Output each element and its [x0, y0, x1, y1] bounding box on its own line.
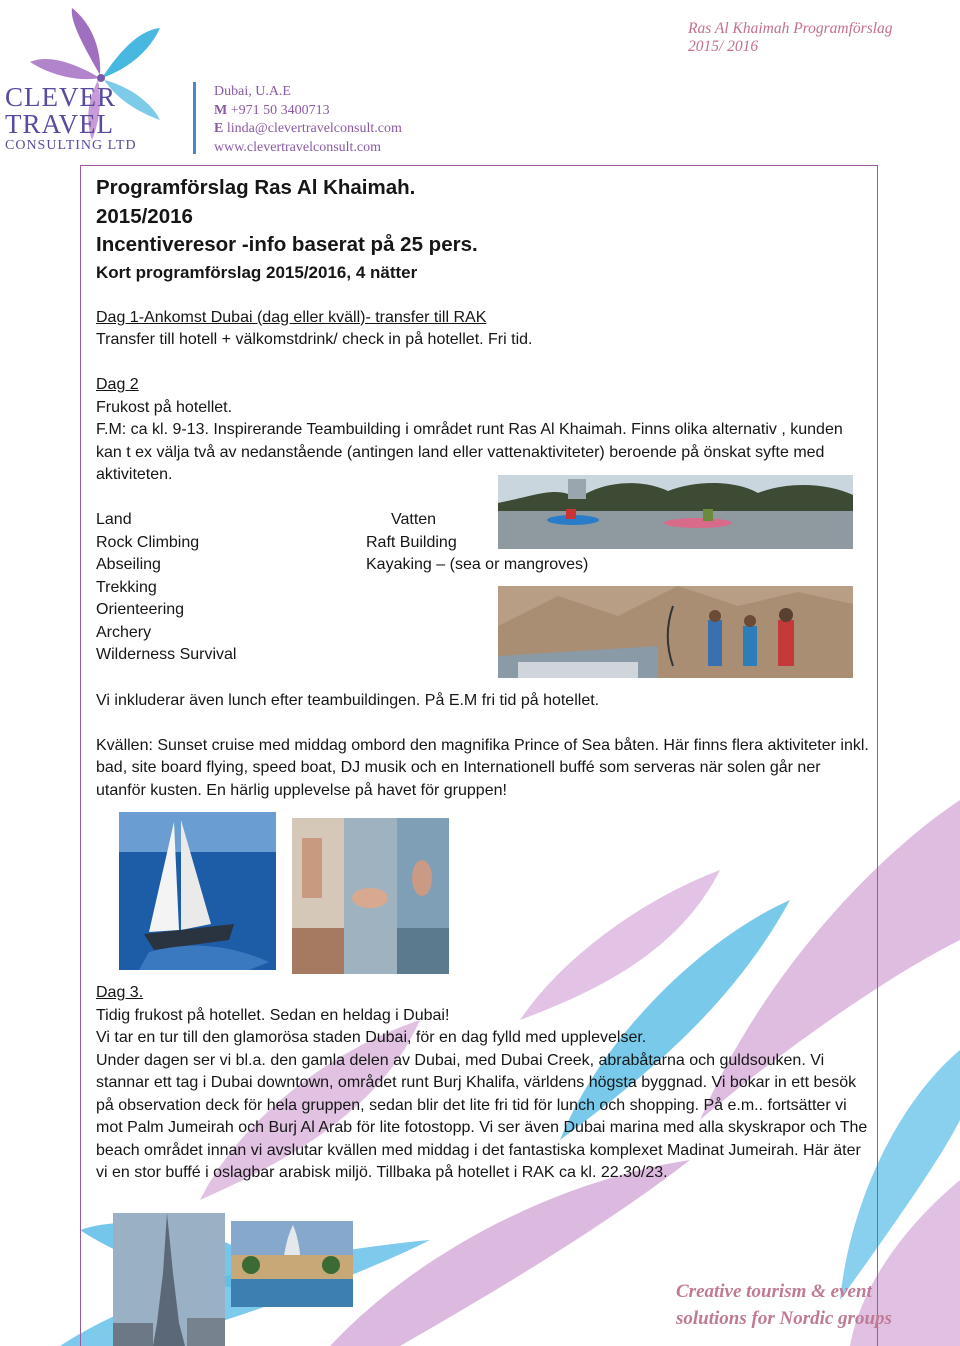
evening-text: Kvällen: Sunset cruise med middag ombord den magnifika Prince of Sea båten. Här finns flera aktiviteter inkl. bad, site board flying, speed boat, DJ musik och en Internationell buffé som serveras när solen går ner utanför kusten. En härlig upplevelse på havet för gruppen! [96, 736, 869, 799]
contact-website[interactable]: www.clevertravelconsult.com [214, 139, 382, 155]
day3-line2: Vi tar en tur till den glamorösa staden Dubai, för en dag fylld med upplevelser. [96, 1029, 647, 1046]
boat-activities-photo [292, 818, 449, 974]
logo-word-consulting: CONSULTING LTD [5, 138, 137, 153]
water-item: Raft Building [366, 533, 457, 551]
land-item: Abseiling [96, 556, 161, 573]
sailing-yacht-photo [119, 812, 276, 970]
contact-email[interactable]: linda@clevertravelconsult.com [226, 121, 402, 136]
land-column [96, 509, 236, 667]
land-item: Archery [96, 623, 152, 641]
lunch-text: Vi inkluderar även lunch efter teambuildingen. På E.M fri tid på hotellet. [96, 691, 600, 709]
day2-intro: F.M: ca kl. 9-13. Inspirerande Teambuilding i området runt Ras Al Khaimah. Finns olika alternativ , kunden kan t ex välja två av nedanstående (antingen land eller vattenaktiviteter) beroende på önskat syfte med aktiviteten. [96, 421, 843, 483]
doc-title-3: Incentiveresor -info baserat på 25 pers. [96, 233, 478, 256]
document-body [96, 174, 871, 1185]
doc-title-1: Programförslag Ras Al Khaimah. [96, 176, 416, 199]
header-year: 2015/ 2016 [688, 38, 759, 55]
day1-heading: Dag 1-Ankomst Dubai (dag eller kväll)- transfer till RAK [96, 308, 487, 326]
land-item: Wilderness Survival [96, 646, 237, 663]
contact-location: Dubai, U.A.E [214, 84, 291, 99]
day2-breakfast: Frukost på hotellet. [96, 398, 233, 416]
header-title: Ras Al Khaimah Programförslag [688, 20, 893, 37]
logo-wordmark [5, 84, 137, 154]
madinat-jumeirah-photo [231, 1221, 353, 1307]
logo-word-clever: CLEVER [5, 82, 116, 112]
contact-block [214, 83, 402, 157]
land-item: Rock Climbing [96, 533, 200, 551]
logo-word-travel: TRAVEL [5, 109, 115, 139]
contact-phone: +971 50 3400713 [230, 102, 330, 118]
phone-label: M [214, 102, 228, 118]
page-header [688, 20, 893, 56]
day2-heading: Dag 2 [96, 376, 139, 393]
tagline-line-1: Creative tourism & event [676, 1281, 872, 1302]
land-heading: Land [96, 511, 132, 528]
water-heading: Vatten [391, 511, 437, 528]
archery-photo [498, 586, 853, 678]
water-item: Kayaking – (sea or mangroves) [366, 556, 589, 573]
doc-title-2: 2015/2016 [96, 204, 193, 228]
land-item: Trekking [96, 578, 157, 596]
burj-khalifa-photo [113, 1213, 225, 1346]
day1-text: Transfer till hotell + välkomstdrink/ check in på hotellet. Fri tid. [96, 331, 533, 348]
day3-line1: Tidig frukost på hotellet. Sedan en heldag i Dubai! [96, 1006, 450, 1024]
tagline-line-2: solutions for Nordic groups [676, 1308, 892, 1329]
email-label: E [214, 121, 224, 136]
day3-heading: Dag 3. [96, 984, 144, 1001]
day3-body: Under dagen ser vi bl.a. den gamla delen av Dubai, med Dubai Creek, abrabåtarna och guldsouken. Vi stannar ett tag i Dubai downtown, området runt Burj Khalifa, världens högsta byggnad. Vi bokar in ett besök på observation deck för hela gruppen, sedan blir det lite fri tid för lunch och shopping. På e.m.. fortsätter vi mot Palm Jumeirah och Burj Al Arab för lite fotostopp. Vi ser även Dubai marina med alla skyskrapor och The beach området innan vi avslutar kvällen med middag i det fantastiska komplexet Madinat Jumeirah. Här äter vi en stor buffé i oslagbar arabisk miljö. Tillbaka på hotellet i RAK ca kl. 22.30/23. [96, 1051, 868, 1181]
contact-email-row [214, 120, 402, 139]
footer-tagline [676, 1278, 892, 1332]
doc-subtitle: Kort programförslag 2015/2016, 4 nätter [96, 262, 418, 282]
contact-phone-row [214, 102, 402, 121]
land-item: Orienteering [96, 601, 185, 618]
kayaking-photo [498, 475, 853, 549]
logo-divider [193, 82, 196, 154]
